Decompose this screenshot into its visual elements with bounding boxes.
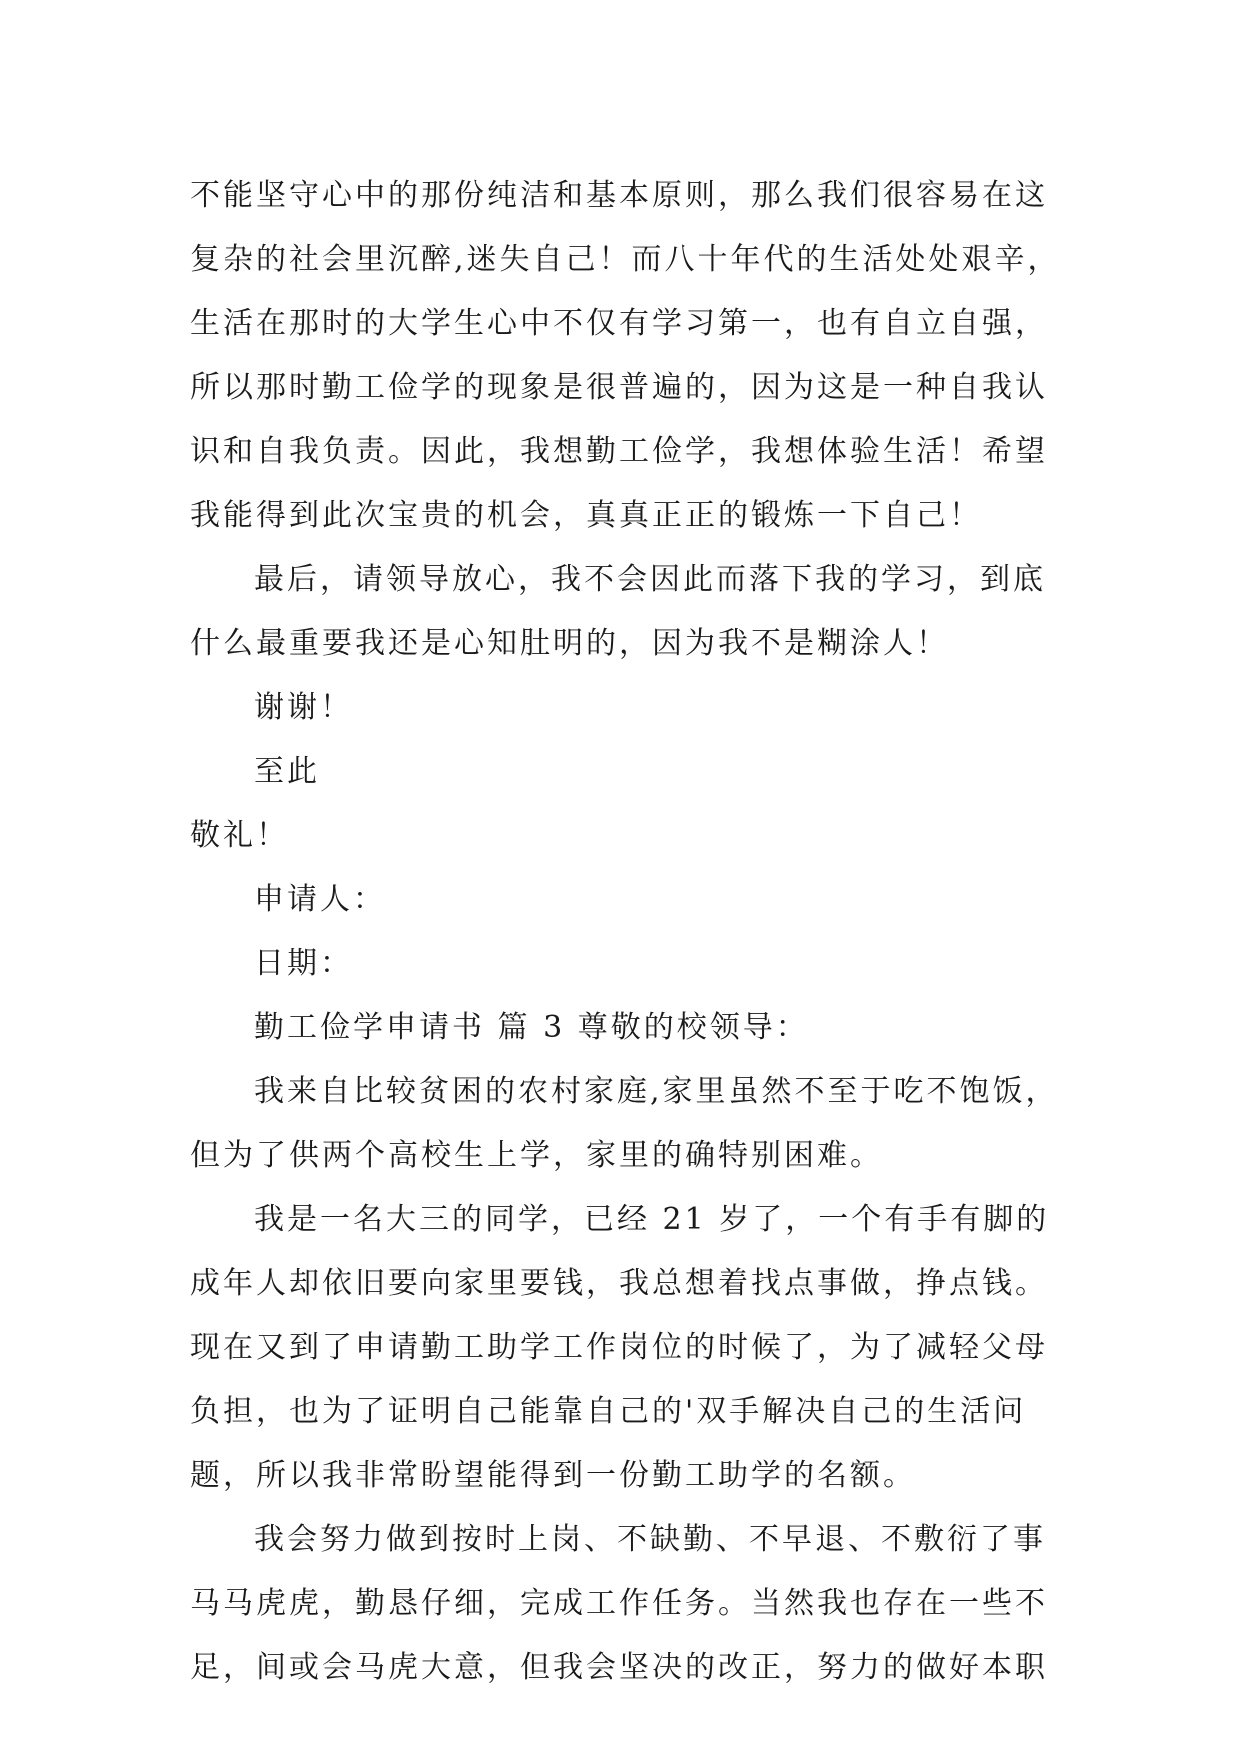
text-line: 马马虎虎，勤恳仔细，完成工作任务。当然我也存在一些不 (190, 1586, 1048, 1621)
text-line: 申请人： (254, 882, 386, 917)
text-line: 负担，也为了证明自己能靠自己的'双手解决自己的生活问 (190, 1394, 1027, 1429)
text-line: 我会努力做到按时上岗、不缺勤、不早退、不敷衍了事 (254, 1522, 1046, 1557)
text-line: 但为了供两个高校生上学，家里的确特别困难。 (190, 1138, 883, 1173)
text-line: 生活在那时的大学生心中不仅有学习第一，也有自立自强， (190, 306, 1048, 341)
text-line: 什么最重要我还是心知肚明的，因为我不是糊涂人！ (190, 626, 949, 661)
text-line: 最后，请领导放心，我不会因此而落下我的学习，到底 (254, 562, 1046, 597)
text-line: 所以那时勤工俭学的现象是很普遍的，因为这是一种自我认 (190, 370, 1048, 405)
text-line: 敬礼！ (190, 818, 289, 853)
section-heading: 勤工俭学申请书 篇 3 尊敬的校领导： (254, 1010, 809, 1045)
text-line: 我能得到此次宝贵的机会，真真正正的锻炼一下自己！ (190, 498, 982, 533)
text-line: 日期： (254, 946, 353, 981)
text-line: 成年人却依旧要向家里要钱，我总想着找点事做，挣点钱。 (190, 1266, 1048, 1301)
text-line: 不能坚守心中的那份纯洁和基本原则，那么我们很容易在这 (190, 178, 1048, 213)
text-line: 至此 (254, 754, 320, 789)
text-line: 复杂的社会里沉醉,迷失自己！而八十年代的生活处处艰辛， (190, 242, 1061, 277)
text-line: 现在又到了申请勤工助学工作岗位的时候了，为了减轻父母 (190, 1330, 1048, 1365)
text-line: 谢谢！ (254, 690, 353, 725)
text-line: 识和自我负责。因此，我想勤工俭学，我想体验生活！希望 (190, 434, 1048, 469)
text-line: 我是一名大三的同学，已经 21 岁了，一个有手有脚的 (254, 1202, 1050, 1237)
text-line: 我来自比较贫困的农村家庭,家里虽然不至于吃不饱饭， (254, 1074, 1059, 1109)
body-text (190, 164, 1070, 1700)
text-line: 题，所以我非常盼望能得到一份勤工助学的名额。 (190, 1458, 916, 1493)
text-line: 足，间或会马虎大意，但我会坚决的改正，努力的做好本职 (190, 1650, 1048, 1685)
